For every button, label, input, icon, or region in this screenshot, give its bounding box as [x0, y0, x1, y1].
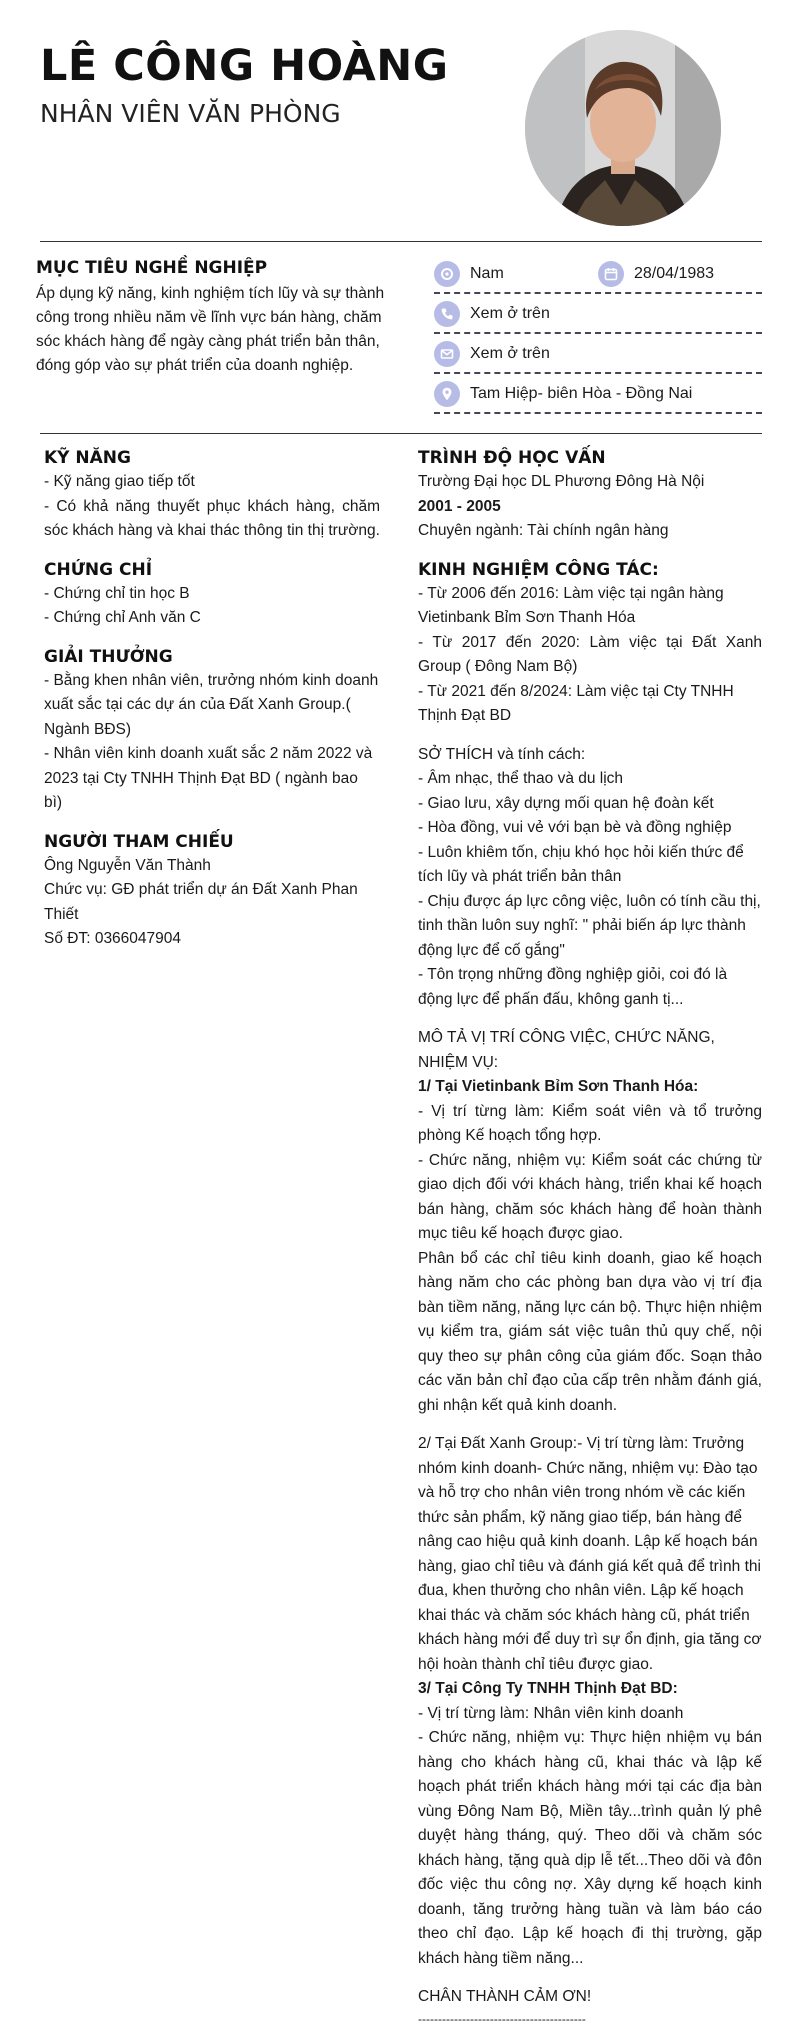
certificate-item: - Chứng chỉ Anh văn C	[44, 609, 201, 626]
address-value: Tam Hiệp- biên Hòa - Đồng Nai	[470, 385, 693, 402]
skills-title: KỸ NĂNG	[44, 448, 131, 468]
job-section-1-more: Phân bổ các chỉ tiêu kinh doanh, giao kế hoạch hàng năm cho các phòng ban dựa vào vị trí địa bàn tiềm năng, năng lực cán bộ. Thực hiện nhiệm vụ kiểm tra, giám sát việc tuân thủ quy chế, nội quy theo sự phân công của giám đốc. Soạn thảo các văn bản chỉ đạo của cấp trên nhằm đánh giá, ghi nhận kết quả kinh doanh.	[418, 1249, 762, 1414]
experience-title: KINH NGHIỆM CÔNG TÁC:	[418, 559, 659, 580]
hobbies-title: SỞ THÍCH và tính cách:	[418, 745, 586, 763]
email-item	[434, 340, 550, 368]
birthday-item	[598, 260, 714, 288]
hobby-item: - Chịu được áp lực công việc, luôn có tính cầu thị, tinh thần luôn suy nghĩ: " phải biến áp lực thành động lực để cố gắng"	[418, 892, 761, 959]
job-section-1-role: - Vị trí từng làm: Kiểm soát viên và tổ trưởng phòng Kế hoạch tổng hợp.	[418, 1102, 762, 1144]
phone-value: Xem ở trên	[470, 305, 550, 322]
address-item	[434, 380, 692, 408]
experience-item: - Từ 2017 đến 2020: Làm việc tại Đất Xanh Group ( Đông Nam Bộ)	[418, 633, 762, 675]
contact-row-personal	[434, 254, 762, 294]
divider-middle	[40, 433, 762, 434]
education-title: TRÌNH ĐỘ HỌC VẤN	[418, 448, 606, 468]
certificate-item: - Chứng chỉ tin học B	[44, 584, 190, 602]
job-section-3-title: 3/ Tại Công Ty TNHH Thịnh Đạt BD:	[418, 1680, 678, 1697]
job-section-2: 2/ Tại Đất Xanh Group:- Vị trí từng làm: Trưởng nhóm kinh doanh- Chức năng, nhiệm vụ: Đào tạo và hỗ trợ cho nhân viên trong nhóm về các kiến thức sản phẩm, kỹ năng giao tiếp, bán hàng để nâng cao hiệu quả kinh doanh. Lập kế hoạch bán hàng, giao chỉ tiêu và đánh giá kết quả để trình thi đua, khen thưởng cho nhân viên. Lập kế hoạch khai thác và chăm sóc khách hàng cũ, phát triển khách hàng mới để duy trì sự ổn định, gia tăng cơ hội hoàn thành chỉ tiêu được giao.	[418, 1435, 762, 1673]
dash-line: ------------------------------------------	[418, 2011, 586, 2026]
divider-top	[40, 241, 762, 242]
skills-item: - Kỹ năng giao tiếp tốt	[44, 473, 195, 490]
gender-item	[434, 260, 504, 288]
hobby-item: - Âm nhạc, thể thao và du lịch	[418, 770, 624, 787]
email-icon	[434, 341, 460, 367]
awards-title: GIẢI THƯỞNG	[44, 646, 173, 667]
contact-row-phone	[434, 294, 762, 334]
phone-icon	[434, 301, 460, 327]
objective-section	[36, 256, 396, 378]
hobby-item: - Hòa đồng, vui vẻ với bạn bè và đồng nghiệp	[418, 819, 732, 836]
contact-row-email	[434, 334, 762, 374]
calendar-icon	[598, 261, 624, 287]
education-school: Trường Đại học DL Phương Đông Hà Nội	[418, 473, 705, 490]
award-item: - Bằng khen nhân viên, trưởng nhóm kinh doanh xuất sắc tại các dự án của Đất Xanh Group.( Ngành BĐS)	[44, 671, 379, 738]
job-section-3-role: - Vị trí từng làm: Nhân viên kinh doanh	[418, 1704, 684, 1722]
education-years: 2001 - 2005	[418, 497, 501, 515]
references-title: NGƯỜI THAM CHIẾU	[44, 831, 234, 852]
hobby-item: - Luôn khiêm tốn, chịu khó học hỏi kiến thức để tích lũy và phát triển bản thân	[418, 843, 744, 885]
contact-row-address	[434, 374, 762, 414]
location-icon	[434, 381, 460, 407]
job-title: NHÂN VIÊN VĂN PHÒNG	[40, 99, 341, 128]
experience-item: - Từ 2006 đến 2016: Làm việc tại ngân hàng Vietinbank Bỉm Sơn Thanh Hóa	[418, 584, 724, 626]
certificates-title: CHỨNG CHỈ	[44, 559, 153, 580]
experience-item: - Từ 2021 đến 8/2024: Làm việc tại Cty TNHH Thịnh Đạt BD	[418, 682, 734, 724]
full-name: LÊ CÔNG HOÀNG	[40, 41, 449, 91]
gender-value: Nam	[470, 265, 504, 282]
gender-icon	[434, 261, 460, 287]
job-description-title: MÔ TẢ VỊ TRÍ CÔNG VIỆC, CHỨC NĂNG, NHIỆM VỤ:	[418, 1029, 715, 1071]
birthday-value: 28/04/1983	[634, 265, 715, 282]
thanks-text: CHÂN THÀNH CẢM ƠN!	[418, 1988, 592, 2005]
objective-title: MỤC TIÊU NGHỀ NGHIỆP	[36, 258, 268, 278]
contact-section	[434, 254, 762, 414]
award-item: - Nhân viên kinh doanh xuất sắc 2 năm 2022 và 2023 tại Cty TNHH Thịnh Đạt BD ( ngành bao bì)	[44, 745, 373, 811]
reference-phone: Số ĐT: 0366047904	[44, 930, 182, 947]
hobby-item: - Tôn trọng những đồng nghiệp giỏi, coi đó là động lực để phấn đấu, không ganh tị...	[418, 966, 728, 1008]
header	[40, 38, 520, 130]
job-section-1-title: 1/ Tại Vietinbank Bỉm Sơn Thanh Hóa:	[418, 1078, 699, 1095]
avatar-photo	[525, 30, 721, 226]
email-value: Xem ở trên	[470, 345, 550, 362]
hobby-item: - Giao lưu, xây dựng mối quan hệ đoàn kết	[418, 794, 714, 812]
skills-item: - Có khả năng thuyết phục khách hàng, chăm sóc khách hàng và khai thác thông tin thị trường.	[44, 497, 380, 539]
objective-text: Áp dụng kỹ năng, kinh nghiệm tích lũy và sự thành công trong nhiều năm về lĩnh vực bán hàng, chăm sóc khách hàng để ngày càng phát triển bản thân, đóng góp vào sự phát triển của doanh nghiệp.	[36, 285, 385, 374]
education-major: Chuyên ngành: Tài chính ngân hàng	[418, 522, 669, 539]
job-section-1-duty: - Chức năng, nhiệm vụ: Kiểm soát các chứng từ giao dịch đối với khách hàng, triển khai kế hoạch bán hàng, chăm sóc khách hàng để hoàn thành mục tiêu kế hoạch được giao.	[418, 1151, 762, 1242]
reference-name: Ông Nguyễn Văn Thành	[44, 856, 211, 874]
left-column	[44, 446, 380, 952]
right-column	[418, 446, 762, 2028]
job-section-3-duty: - Chức năng, nhiệm vụ: Thực hiện nhiệm vụ bán hàng cho khách hàng cũ, khai thác và lập kế hoạch phát triển khách hàng mới tại các địa bàn vùng Đông Nam Bộ, Miền tây...trình quản lý phê duyệt hàng tháng, quý. Theo dõi và chăm sóc khách hàng, tặng quà dịp lễ tết...Theo dõi và đôn đốc việc thu công nợ. Xây dựng kế hoạch kinh doanh, tăng trưởng hàng tuần và làm báo cáo theo chỉ đạo. Lập kế hoạch đi thị trường, gặp khách hàng tiềm năng...	[418, 1729, 762, 1967]
reference-position: Chức vụ: GĐ phát triển dự án Đất Xanh Phan Thiết	[44, 881, 358, 923]
avatar	[525, 30, 721, 226]
phone-item	[434, 300, 550, 328]
